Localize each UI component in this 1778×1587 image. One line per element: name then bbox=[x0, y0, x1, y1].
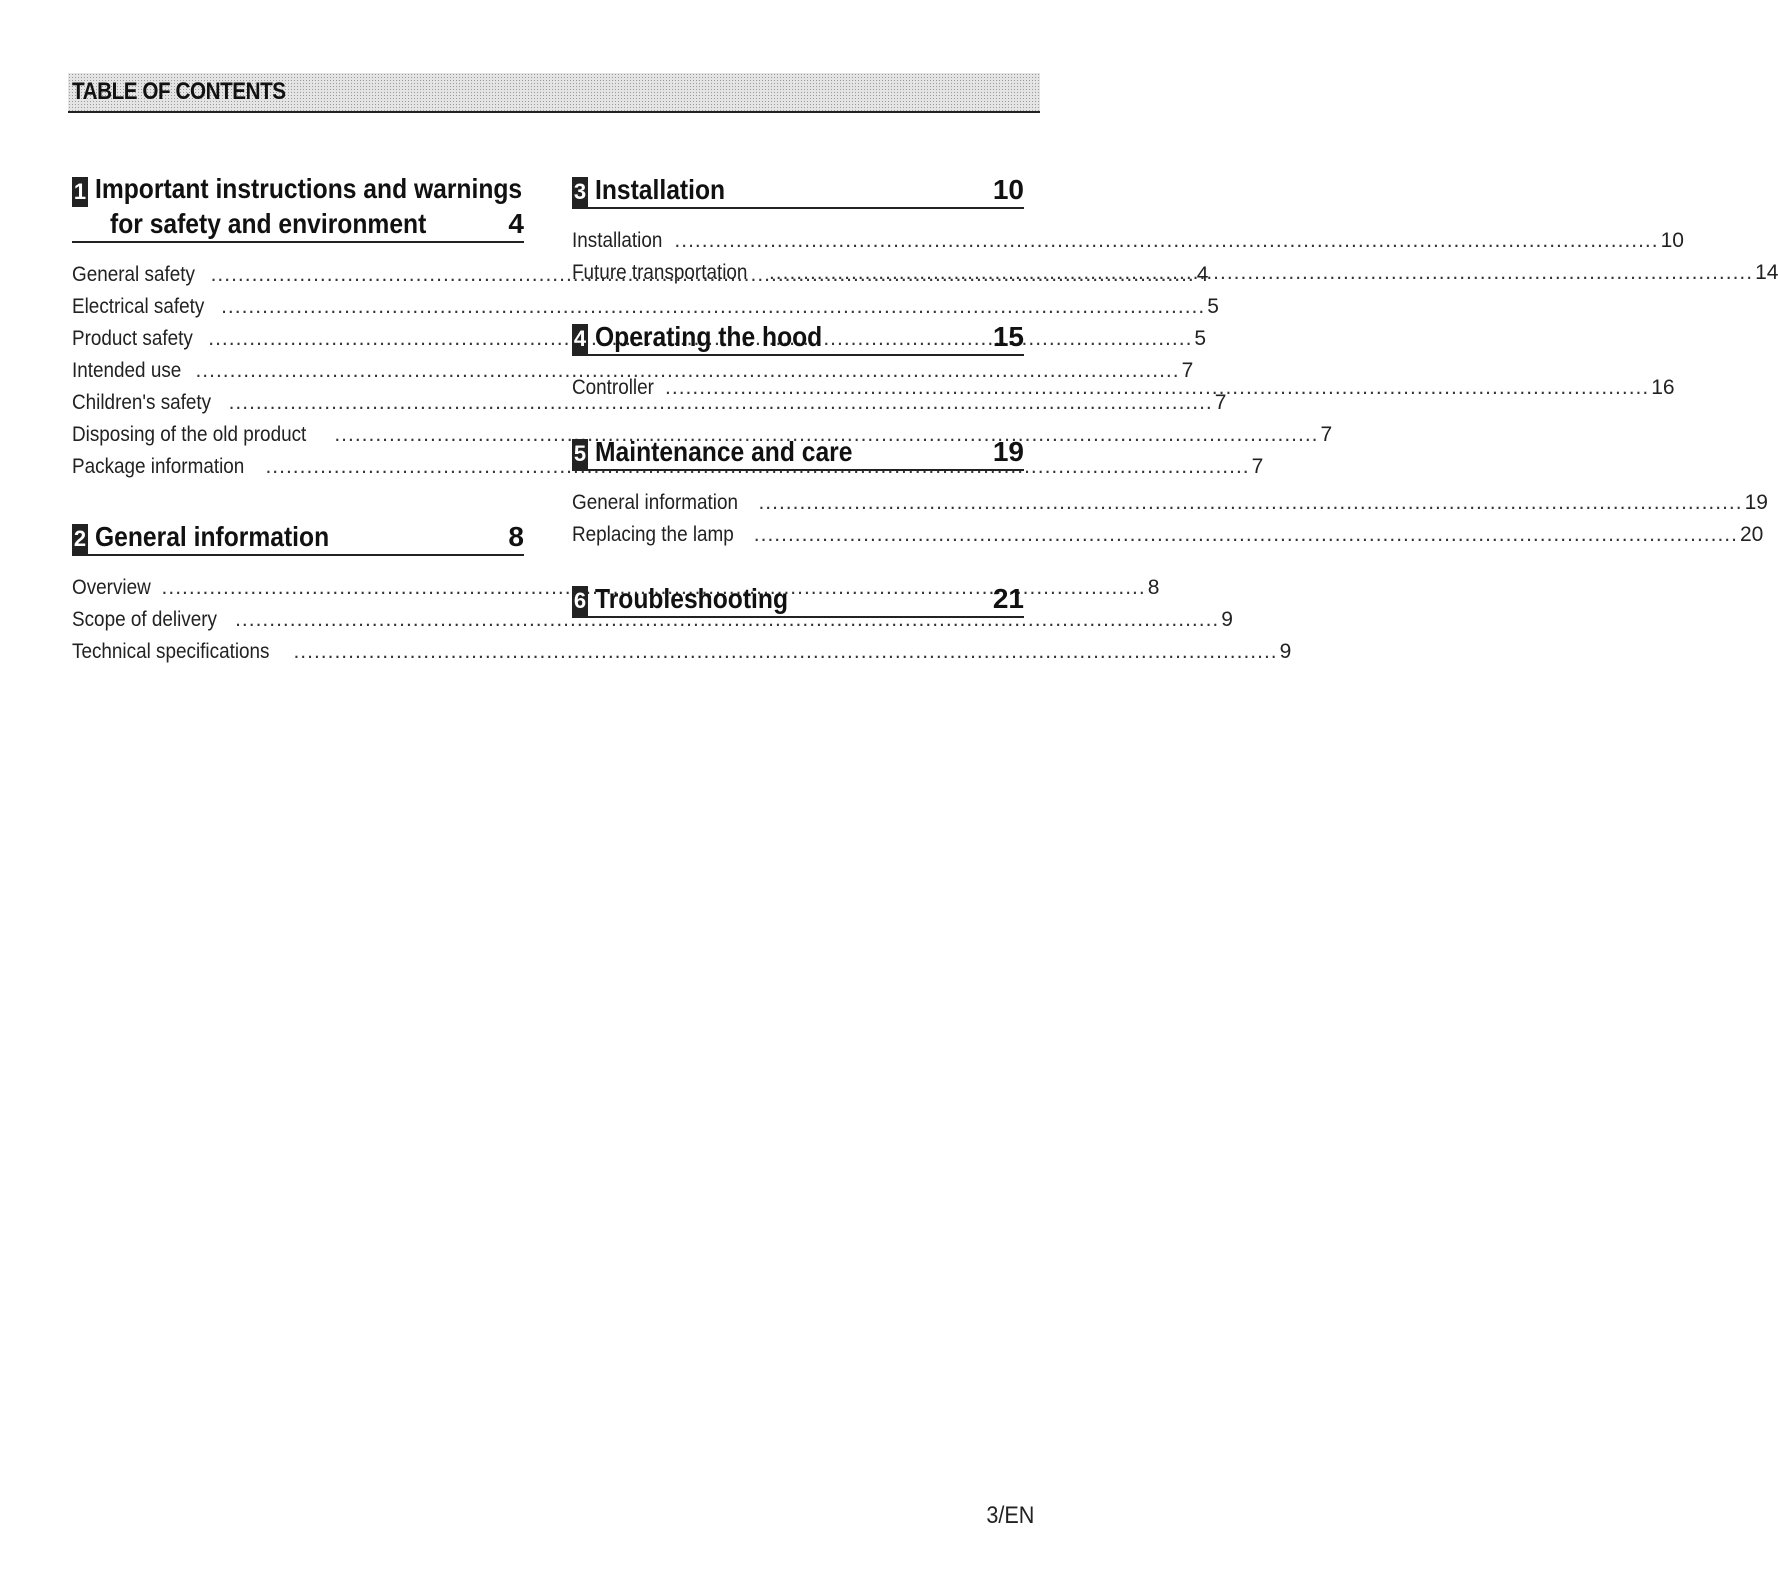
section-heading[interactable] bbox=[572, 581, 1024, 618]
entry-label: Product safety bbox=[72, 327, 193, 350]
entry-label: General safety bbox=[72, 263, 195, 286]
entry-page: 7 bbox=[1181, 359, 1194, 382]
entry-label: Package information bbox=[72, 455, 245, 478]
section-page-number: 15 bbox=[992, 321, 1024, 352]
entry-label: Intended use bbox=[72, 359, 182, 382]
toc-entry[interactable] bbox=[572, 487, 1768, 519]
entry-label: Children's safety bbox=[72, 391, 212, 414]
dot-leader bbox=[769, 257, 1753, 289]
toc-section-3 bbox=[572, 172, 1778, 289]
toc-section-4 bbox=[572, 319, 1675, 404]
section-number-badge: 1 bbox=[72, 177, 88, 207]
entry-page: 4 bbox=[1196, 263, 1209, 286]
section-title: General information bbox=[95, 521, 330, 552]
dot-leader bbox=[758, 487, 1742, 519]
section-number-badge: 6 bbox=[572, 586, 588, 616]
entry-page: 9 bbox=[1279, 640, 1292, 663]
section-heading[interactable] bbox=[572, 172, 1024, 209]
toc-right-column bbox=[572, 172, 1778, 618]
entry-label: Electrical safety bbox=[72, 295, 205, 318]
section-heading[interactable] bbox=[572, 319, 1024, 356]
entry-label: Disposing of the old product bbox=[72, 423, 307, 446]
entry-page: 14 bbox=[1755, 261, 1778, 284]
entry-page: 8 bbox=[1147, 576, 1160, 599]
entry-label: Controller bbox=[572, 376, 654, 399]
dot-leader bbox=[665, 372, 1649, 404]
entry-label: Installation bbox=[572, 229, 663, 252]
entry-page: 9 bbox=[1221, 608, 1233, 631]
entry-page: 20 bbox=[1739, 523, 1764, 546]
section-spacer bbox=[72, 483, 524, 519]
section-page-number: 19 bbox=[992, 436, 1024, 467]
section-page-number: 10 bbox=[992, 174, 1024, 205]
section-heading[interactable] bbox=[572, 434, 1024, 471]
section-title-line1: Important instructions and warnings bbox=[95, 173, 523, 204]
entry-page: 7 bbox=[1320, 423, 1333, 446]
toc-entry[interactable] bbox=[72, 355, 1194, 387]
toc-header-bar bbox=[68, 73, 1040, 113]
entry-page: 5 bbox=[1194, 327, 1207, 350]
toc-section-5 bbox=[572, 434, 1768, 551]
section-spacer bbox=[572, 404, 1024, 434]
toc-entry[interactable] bbox=[72, 419, 1333, 451]
entry-label: General information bbox=[572, 491, 738, 514]
section-number-badge: 2 bbox=[72, 524, 88, 554]
section-title: Maintenance and care bbox=[595, 436, 853, 467]
section-number-badge: 3 bbox=[572, 177, 588, 207]
dot-leader bbox=[293, 636, 1277, 668]
entry-label: Technical specifications bbox=[72, 640, 270, 663]
entry-page: 5 bbox=[1207, 295, 1219, 318]
section-heading[interactable] bbox=[72, 519, 524, 556]
section-title: Installation bbox=[595, 174, 726, 205]
toc-entry[interactable] bbox=[572, 257, 1778, 289]
toc-entry[interactable] bbox=[572, 519, 1764, 551]
entry-page: 19 bbox=[1744, 491, 1768, 514]
section-entries bbox=[572, 372, 1675, 404]
toc-entry[interactable] bbox=[572, 225, 1684, 257]
entry-label: Scope of delivery bbox=[72, 608, 217, 631]
dot-leader bbox=[754, 519, 1738, 551]
section-title: Troubleshooting bbox=[595, 583, 788, 614]
section-page-number: 21 bbox=[992, 583, 1024, 614]
section-heading[interactable] bbox=[72, 172, 524, 243]
toc-title: TABLE OF CONTENTS bbox=[72, 78, 286, 105]
entry-page: 7 bbox=[1251, 455, 1264, 478]
entry-label: Future transportation bbox=[572, 261, 748, 284]
page-number-footer: 3/EN bbox=[985, 1502, 1034, 1529]
section-title-line2: for safety and environment bbox=[110, 208, 427, 239]
entry-page: 10 bbox=[1660, 229, 1684, 252]
toc-entry[interactable] bbox=[72, 604, 1233, 636]
section-title: Operating the hood bbox=[595, 321, 823, 352]
section-entries bbox=[572, 225, 1778, 289]
entry-label: Overview bbox=[72, 576, 151, 599]
section-entries bbox=[572, 487, 1768, 551]
section-spacer bbox=[572, 551, 1024, 581]
entry-label: Replacing the lamp bbox=[572, 523, 734, 546]
section-page-number: 4 bbox=[508, 208, 524, 239]
toc-entry[interactable] bbox=[72, 636, 1292, 668]
toc-entry[interactable] bbox=[72, 291, 1219, 323]
section-spacer bbox=[572, 289, 1024, 319]
section-number-badge: 5 bbox=[572, 439, 588, 469]
toc-entry[interactable] bbox=[572, 372, 1675, 404]
section-number-badge: 4 bbox=[572, 324, 588, 354]
entry-page: 16 bbox=[1651, 376, 1675, 399]
dot-leader bbox=[674, 225, 1658, 257]
section-page-number: 8 bbox=[508, 521, 524, 552]
entry-page: 7 bbox=[1214, 391, 1227, 414]
toc-section-6 bbox=[572, 581, 1024, 618]
